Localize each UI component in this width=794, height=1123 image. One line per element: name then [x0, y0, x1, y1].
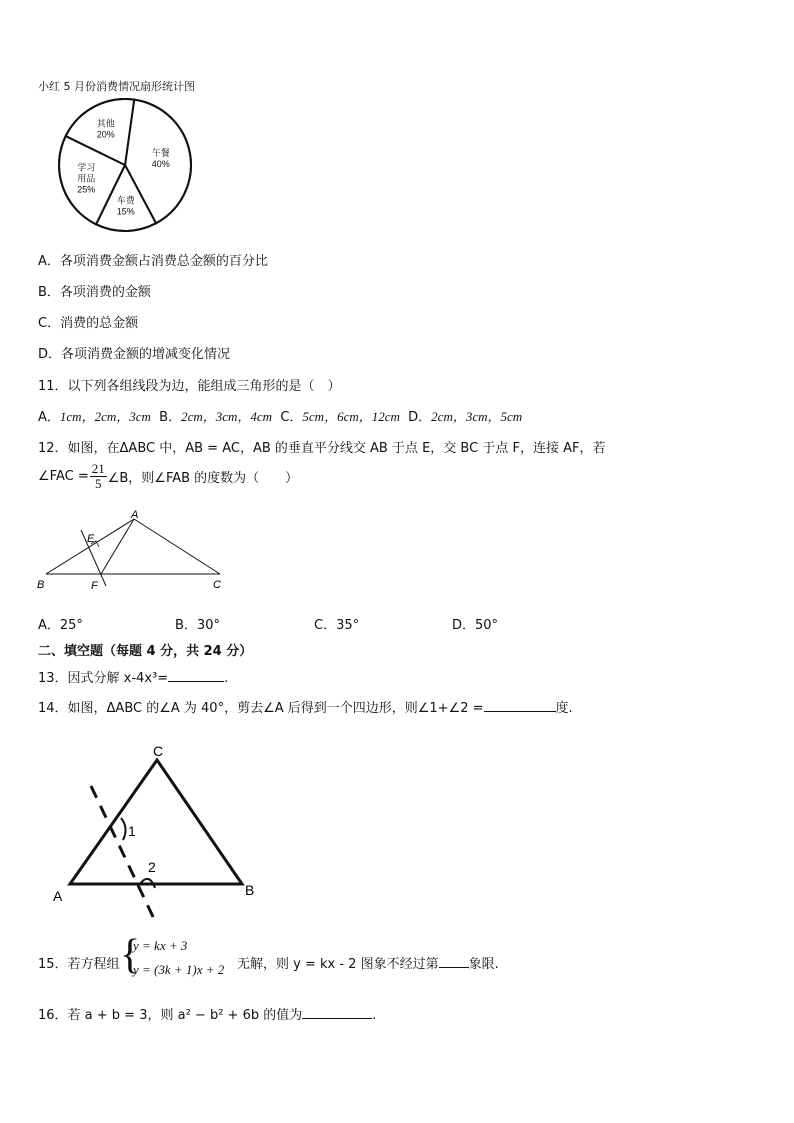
q16 — [38, 1004, 376, 1023]
q15-answer-blank[interactable] — [439, 955, 469, 968]
q10-option-b: B．各项消费的金额 — [38, 285, 151, 300]
q14-label-1: 1 — [128, 823, 136, 839]
q15-eq1: y = kx + 3 — [133, 938, 188, 953]
q10-option-c: C．消费的总金额 — [38, 316, 139, 331]
q13 — [38, 667, 228, 686]
q12-stem-line2 — [38, 462, 298, 491]
q12-option-b: B．30° — [175, 618, 220, 633]
q12-figure — [35, 508, 235, 594]
q15-brace: { — [120, 932, 141, 978]
q11-option-a-value: 1cm，2cm，3cm — [59, 409, 151, 424]
q16-text: 16．若 a + b = 3，则 a² − b² + 6b 的值为 — [38, 1008, 303, 1023]
q10-option-d: D．各项消费金额的增减变化情况 — [38, 347, 231, 362]
q12-fraction — [90, 462, 107, 491]
section-2-heading: 二、填空题（每题 4 分，共 24 分） — [38, 644, 253, 659]
q14-end: 度. — [555, 701, 573, 716]
q11-option-d-label: D． — [408, 410, 432, 425]
q15-post: 无解，则 y = kx - 2 图象不经过第 — [237, 957, 439, 972]
q12-label-f: F — [91, 580, 98, 592]
q16-answer-blank[interactable] — [302, 1006, 372, 1019]
q14-label-c: C — [153, 743, 164, 759]
q12-option-a: A．25° — [38, 618, 83, 633]
q12-label-c: C — [213, 579, 221, 591]
q12-segment-af — [101, 519, 134, 574]
q15-end: 象限. — [468, 957, 499, 972]
q11-options — [38, 406, 522, 425]
q12-label-e: E — [87, 533, 95, 545]
q12-lhs: ∠FAC = — [38, 469, 89, 484]
pie-label-2: 车费 15% — [116, 195, 135, 217]
q14 — [38, 697, 573, 716]
q13-answer-blank[interactable] — [168, 669, 224, 682]
q12-side-ab — [46, 519, 134, 574]
q15-tail — [237, 953, 499, 972]
q14-label-2: 2 — [148, 859, 156, 875]
q14-text: 14．如图，ΔABC 的∠A 为 40°，剪去∠A 后得到一个四边形，则∠1+∠2 = — [38, 701, 484, 716]
q11-option-b-value: 2cm，3cm，4cm — [181, 409, 273, 424]
pie-chart-title: 小红 5 月份消费情况扇形统计图 — [38, 80, 195, 93]
pie-label-1: 午餐 40% — [151, 148, 170, 170]
q12-option-c: C．35° — [314, 618, 360, 633]
q15-eq2: y = (3k + 1)x + 2 — [133, 962, 225, 977]
q12-rhs: ∠B，则∠FAB 的度数为（ ） — [107, 471, 299, 486]
q13-text: 13．因式分解 x-4x³= — [38, 671, 169, 686]
q14-figure — [45, 738, 275, 923]
q11-option-a-label: A． — [38, 410, 60, 425]
q11-stem: 11．以下列各组线段为边，能组成三角形的是（ ） — [38, 379, 341, 394]
pie-label-4: 其他 20% — [96, 118, 115, 140]
q12-fraction-numerator: 21 — [91, 461, 105, 476]
q14-angle-1-arc — [121, 818, 126, 840]
q12-stem-line1: 12．如图，在ΔABC 中，AB = AC，AB 的垂直平分线交 AB 于点 E，交 BC 于点 F，连接 AF，若 — [38, 441, 606, 456]
q12-label-a: A — [131, 509, 139, 521]
q11-option-c-label: C． — [280, 410, 303, 425]
pie-label-3: 学习用品 25% — [77, 162, 96, 195]
q14-label-b: B — [245, 882, 255, 898]
q13-end: . — [224, 671, 229, 686]
q16-end: . — [372, 1008, 377, 1023]
q11-option-b-label: B． — [159, 410, 182, 425]
q11-option-d-value: 2cm，3cm，5cm — [431, 409, 523, 424]
pie-chart — [55, 97, 200, 232]
q15-pre: 15．若方程组 — [38, 957, 120, 972]
q12-option-d: D．50° — [452, 618, 499, 633]
q11-option-c-value: 5cm，6cm，12cm — [302, 409, 400, 424]
q14-triangle — [70, 760, 242, 884]
q14-answer-blank[interactable] — [484, 699, 556, 712]
q12-fraction-denominator: 5 — [94, 476, 102, 491]
q12-label-b: B — [37, 579, 45, 591]
q14-label-a: A — [53, 888, 63, 904]
q12-side-ac — [134, 519, 220, 574]
q10-option-a: A．各项消费金额占消费总金额的百分比 — [38, 254, 268, 269]
